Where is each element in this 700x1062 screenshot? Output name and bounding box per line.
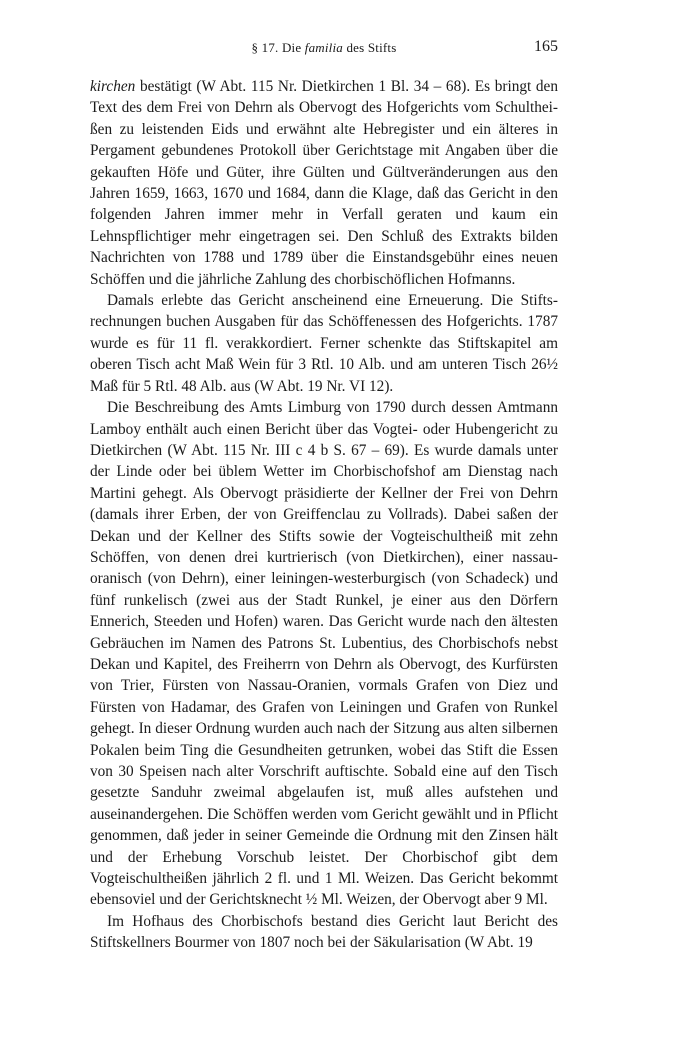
paragraph-1-text: bestätigt (W Abt. 115 Nr. Dietkirchen 1 Bl. 34 – 68). Es bringt den Text des dem Frei von Dehrn als Obervogt des Hofgerichts vom Schultheißen zu leistenden Eids und erwähnt alte Hebregister und ein älteres in Pergament gebundenes Protokoll über Gerichtstage mit Angaben über die gekauften Höfe und Güter, ihre Gülten und Gültveränderungen aus den Jahren 1659, 1663, 1670 und 1684, dann die Klage, daß das Gericht in den folgenden Jahren immer mehr in Verfall geraten und kaum ein Lehnspflichtiger mehr eingetragen sei. Den Schluß des Extrakts bilden Nachrichten von 1788 und 1789 über die Einstandsgebühr eines neuen Schöffen und die jährliche Zahlung des chorbischöflichen Hofmanns. [90, 78, 558, 288]
header-section: § 17. [251, 40, 279, 55]
paragraph-3: Die Beschreibung des Amts Limburg von 1790 durch dessen Amtmann Lamboy enthält auch einen Bericht über das Vogtei- oder Hubengericht zu Dietkirchen (W Abt. 115 Nr. III c 4 b S. 67 – 69). Es wurde damals unter der Linde oder bei üblem Wetter im Chorbischofshof am Dienstag nach Martini gehegt. Als Obervogt präsidierte der Kellner der Frei von Dehrn (damals ihrer Erben, der von Greiffenclau zu Vollrads). Dabei saßen der Dekan und der Kellner des Stifts sowie der Vogteischultheiß mit zehn Schöffen, von denen drei kurtrierisch (von Dietkirchen), einer nassau-oranisch (von Dehrn), einer leiningen-westerburgisch (von Schadeck) und fünf runkelisch (zwei aus der Stadt Runkel, je einer aus den Dörfern Ennerich, Steeden und Hofen) waren. Das Gericht wurde nach den ältesten Gebräuchen im Namen des Patrons St. Lubentius, des Chorbischofs nebst Dekan und Kapitel, des Freiherrn von Dehrn als Obervogt, des Kurfürsten von Trier, Fürsten von Nassau-Oranien, vormals Grafen von Diez und Fürsten von Hadamar, des Grafen von Leiningen und Grafen von Runkel gehegt. In dieser Ordnung wurden auch nach der Sitzung aus alten silbernen Pokalen beim Ting die Gesundheiten getrunken, wobei das Stift die Essen von 30 Speisen nach alter Vorschrift auftischte. Sobald eine auf den Tisch gesetzte Sanduhr zweimal abgelaufen ist, muß alles aufstehen und auseinandergehen. Die Schöffen werden vom Gericht gewählt und in Pflicht genommen, daß jeder in seiner Gemeinde die Ordnung mit den Zinsen hält und der Erhebung Vorschub leistet. Der Chorbischof gibt dem Vogteischultheißen jährlich 2 fl. und 1 Ml. Weizen. Das Gericht bekommt ebensoviel und der Gerichtsknecht ½ Ml. Weizen, der Obervogt aber 9 Ml. [90, 399, 558, 909]
paragraph-1 [90, 76, 558, 290]
header-title-pre: Die [281, 40, 302, 55]
paragraph-4: Im Hofhaus des Chorbischofs bestand dies Gericht laut Bericht des Stiftskellners Bourmer von 1807 noch bei der Säkularisation (W Abt. 19 [90, 912, 558, 952]
header-title [90, 40, 558, 56]
header-title-italic: familia [304, 40, 344, 55]
running-header [90, 40, 558, 62]
page-number: 165 [534, 38, 558, 55]
paragraph-2: Damals erlebte das Gericht anscheinend eine Erneuerung. Die Stiftsrechnungen buchen Ausgaben für das Schöffenessen des Hofgerichts. 1787 wurde es für 11 fl. verakkordiert. Ferner schenkte das Stiftskapitel am oberen Tisch acht Maß Wein für 3 Rtl. 10 Alb. und am unteren Tisch 26½ Maß für 5 Rtl. 48 Alb. aus (W Abt. 19 Nr. VI 12). [90, 292, 558, 395]
paragraph-1-lead-word: kirchen [90, 78, 136, 95]
header-title-post: des Stifts [346, 40, 397, 55]
body-text [90, 76, 558, 954]
